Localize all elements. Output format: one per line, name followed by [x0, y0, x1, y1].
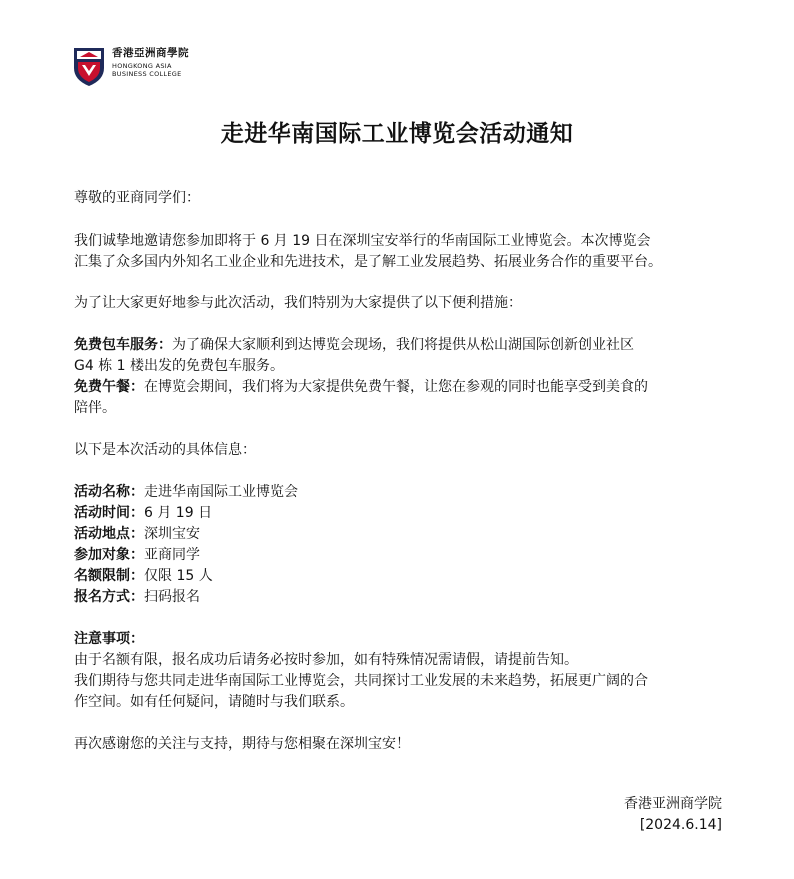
bus-service-line-1: [74, 335, 634, 356]
greeting: 尊敬的亚商同学们：: [74, 190, 200, 206]
bus-service-text: 为了确保大家顺利到达博览会现场，我们将提供从松山湖国际创新创业社区: [172, 337, 634, 353]
detail-row: [74, 566, 213, 587]
detail-label: 参加对象：: [74, 547, 144, 563]
bus-service-label: 免费包车服务：: [74, 337, 172, 353]
college-logo: [72, 46, 189, 88]
detail-row: [74, 587, 200, 608]
logo-english-line2: BUSINESS COLLEGE: [112, 70, 182, 78]
detail-row: [74, 503, 212, 524]
intro-line-1: 我们诚挚地邀请您参加即将于 6 月 19 日在深圳宝安举行的华南国际工业博览会。本次博览会: [74, 233, 651, 249]
detail-value: 深圳宝安: [144, 526, 200, 542]
lunch-text: 在博览会期间，我们将为大家提供免费午餐，让您在参观的同时也能享受到美食的: [144, 379, 648, 395]
notes-line-2: 我们期待与您共同走进华南国际工业博览会，共同探讨工业发展的未来趋势，拓展更广阔的合: [74, 673, 648, 689]
signature-date: [2024.6.14]: [639, 817, 722, 833]
logo-chinese-name: 香港亞洲商學院: [112, 47, 189, 59]
lunch-line-2: 陪伴。: [74, 400, 116, 416]
detail-row: [74, 545, 200, 566]
document-title: 走进华南国际工业博览会活动通知: [220, 121, 574, 147]
detail-label: 活动名称：: [74, 484, 144, 500]
notes-line-3: 作空间。如有任何疑问，请随时与我们联系。: [74, 694, 354, 710]
detail-value: 亚商同学: [144, 547, 200, 563]
notes-label: 注意事项：: [74, 631, 144, 647]
detail-value: 6 月 19 日: [144, 505, 213, 521]
signature-org: 香港亚洲商学院: [624, 796, 722, 812]
notes-line-1: 由于名额有限，报名成功后请务必按时参加，如有特殊情况需请假，请提前告知。: [74, 652, 578, 668]
detail-row: [74, 524, 200, 545]
lunch-label: 免费午餐：: [74, 379, 144, 395]
detail-value: 扫码报名: [144, 589, 200, 605]
detail-value: 仅限 15 人: [144, 568, 213, 584]
measures-intro: 为了让大家更好地参与此次活动，我们特别为大家提供了以下便利措施：: [74, 295, 522, 311]
detail-label: 名额限制：: [74, 568, 144, 584]
detail-row: [74, 482, 298, 503]
closing-line: 再次感谢您的关注与支持，期待与您相聚在深圳宝安！: [74, 736, 410, 752]
logo-english-line1: HONGKONG ASIA: [112, 61, 172, 70]
college-crest-icon: [72, 46, 106, 88]
detail-label: 报名方式：: [74, 589, 144, 605]
detail-value: 走进华南国际工业博览会: [144, 484, 298, 500]
intro-line-2: 汇集了众多国内外知名工业企业和先进技术，是了解工业发展趋势、拓展业务合作的重要平台。: [74, 254, 662, 270]
detail-label: 活动时间：: [74, 505, 144, 521]
bus-service-line-2: G4 栋 1 楼出发的免费包车服务。: [74, 358, 285, 374]
detail-label: 活动地点：: [74, 526, 144, 542]
details-intro: 以下是本次活动的具体信息：: [74, 442, 256, 458]
lunch-line-1: [74, 377, 648, 398]
